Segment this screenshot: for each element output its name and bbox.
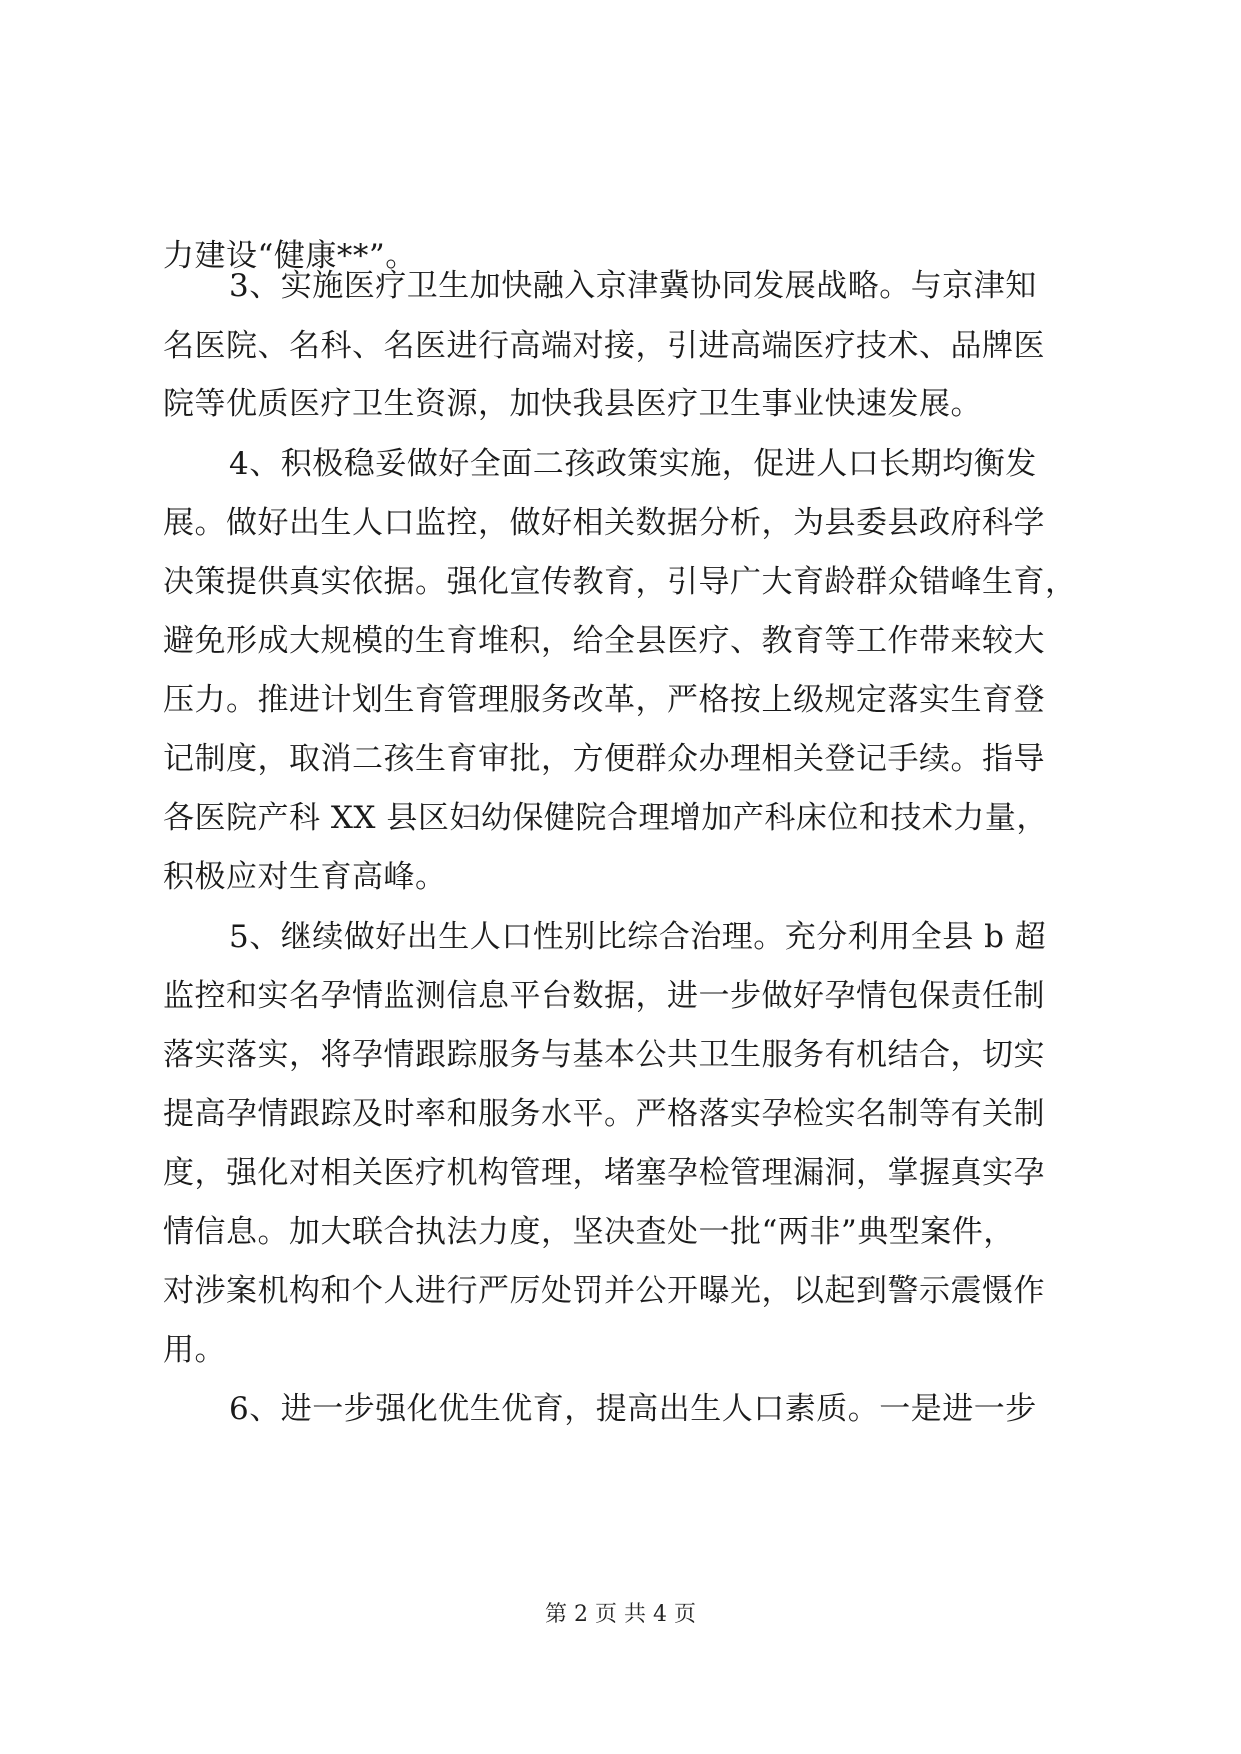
text-line: 监控和实名孕情监测信息平台数据，进一步做好孕情包保责任制 [163, 978, 1045, 1014]
text-line: 记制度，取消二孩生育审批，方便群众办理相关登记手续。指导 [163, 741, 1045, 777]
text-line: 院等优质医疗卫生资源，加快我县医疗卫生事业快速发展。 [163, 386, 982, 422]
text-line: 避免形成大规模的生育堆积，给全县医疗、教育等工作带来较大 [163, 623, 1045, 659]
text-line: 展。做好出生人口监控，做好相关数据分析，为县委县政府科学 [163, 505, 1045, 541]
text-line: 3、实施医疗卫生加快融入京津冀协同发展战略。与京津知 [229, 268, 1037, 304]
text-line: 名医院、名科、名医进行高端对接，引进高端医疗技术、品牌医 [163, 328, 1045, 364]
text-line: 用。 [163, 1332, 226, 1368]
text-line: 6、进一步强化优生优育，提高出生人口素质。一是进一步 [229, 1391, 1037, 1427]
text-line: 5、继续做好出生人口性别比综合治理。充分利用全县 b 超 [229, 919, 1047, 955]
page-number-footer: 第 2 页 共 4 页 [545, 1602, 696, 1627]
text-line: 4、积极稳妥做好全面二孩政策实施，促进人口长期均衡发 [229, 446, 1037, 482]
text-line: 积极应对生育高峰。 [163, 859, 447, 895]
text-line: 对涉案机构和个人进行严厉处罚并公开曝光，以起到警示震慑作 [163, 1273, 1045, 1309]
text-line: 各医院产科 XX 县区妇幼保健院合理增加产科床位和技术力量， [163, 800, 1048, 836]
text-line: 提高孕情跟踪及时率和服务水平。严格落实孕检实名制等有关制 [163, 1096, 1045, 1132]
text-line: 情信息。加大联合执法力度，坚决查处一批“两非”典型案件， [163, 1214, 1015, 1250]
text-line: 力建设“健康**”。 [163, 238, 417, 274]
text-line: 压力。推进计划生育管理服务改革，严格按上级规定落实生育登 [163, 682, 1045, 718]
text-line: 落实落实，将孕情跟踪服务与基本公共卫生服务有机结合，切实 [163, 1037, 1045, 1073]
text-line: 决策提供真实依据。强化宣传教育，引导广大育龄群众错峰生育， [163, 564, 1077, 600]
text-line: 度，强化对相关医疗机构管理，堵塞孕检管理漏洞，掌握真实孕 [163, 1155, 1045, 1191]
